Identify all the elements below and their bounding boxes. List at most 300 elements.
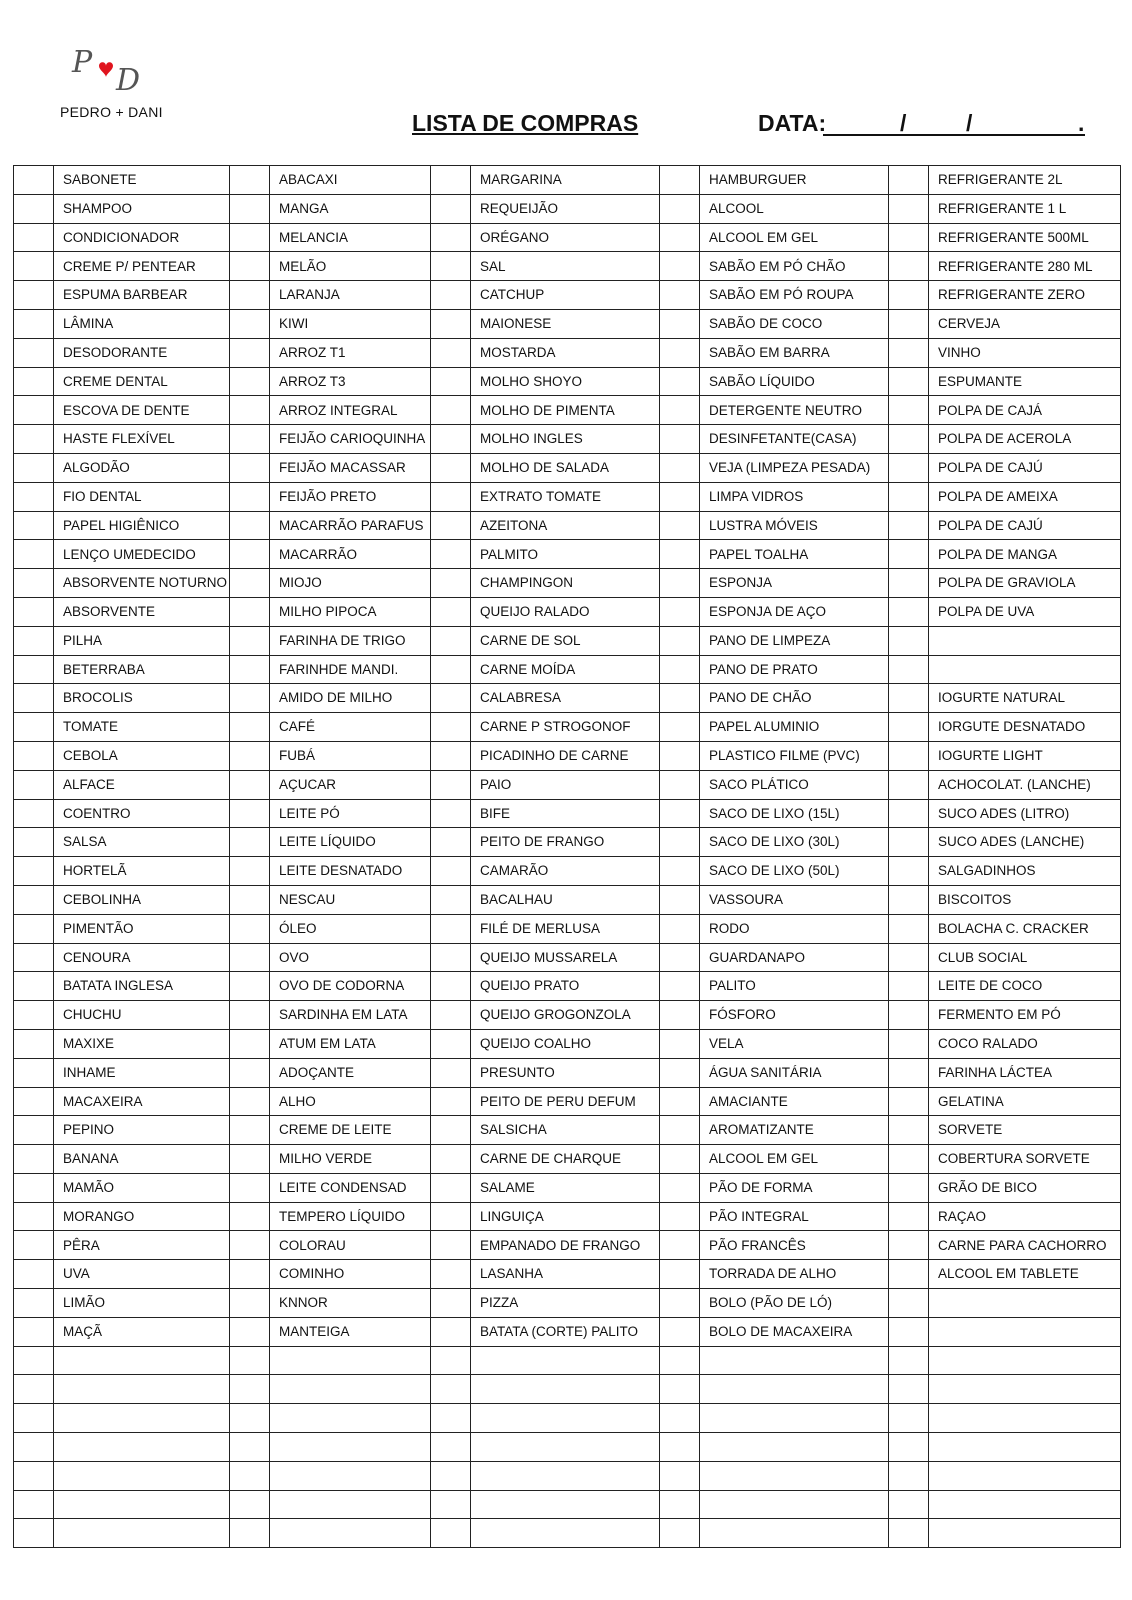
list-item: CERVEJA xyxy=(929,309,1121,338)
check-cell[interactable] xyxy=(431,453,471,482)
check-cell[interactable] xyxy=(14,972,54,1001)
check-cell[interactable] xyxy=(230,1375,270,1404)
check-cell[interactable] xyxy=(660,885,700,914)
check-cell[interactable] xyxy=(14,367,54,396)
check-cell[interactable] xyxy=(889,1116,929,1145)
check-cell[interactable] xyxy=(660,1231,700,1260)
check-cell[interactable] xyxy=(889,1087,929,1116)
check-cell[interactable] xyxy=(431,713,471,742)
check-cell[interactable] xyxy=(431,1087,471,1116)
check-cell[interactable] xyxy=(431,396,471,425)
check-cell[interactable] xyxy=(889,223,929,252)
check-cell[interactable] xyxy=(14,885,54,914)
list-item: SACO DE LIXO (50L) xyxy=(700,857,889,886)
check-cell[interactable] xyxy=(889,309,929,338)
list-item: MILHO VERDE xyxy=(270,1145,431,1174)
check-cell[interactable] xyxy=(230,1461,270,1490)
check-cell[interactable] xyxy=(230,569,270,598)
check-cell[interactable] xyxy=(431,943,471,972)
check-cell[interactable] xyxy=(889,684,929,713)
check-cell[interactable] xyxy=(14,655,54,684)
check-cell[interactable] xyxy=(14,828,54,857)
check-cell[interactable] xyxy=(889,1058,929,1087)
check-cell[interactable] xyxy=(660,1145,700,1174)
check-cell[interactable] xyxy=(230,914,270,943)
list-row xyxy=(14,281,1121,310)
check-cell[interactable] xyxy=(660,799,700,828)
check-cell[interactable] xyxy=(431,1375,471,1404)
check-cell[interactable] xyxy=(230,540,270,569)
list-item: LENÇO UMEDECIDO xyxy=(54,540,230,569)
list-item: CARNE DE SOL xyxy=(471,626,660,655)
check-cell[interactable] xyxy=(14,684,54,713)
check-cell[interactable] xyxy=(889,1289,929,1318)
list-item: ALCOOL EM GEL xyxy=(700,1145,889,1174)
check-cell[interactable] xyxy=(14,1317,54,1346)
check-cell[interactable] xyxy=(230,857,270,886)
check-cell[interactable] xyxy=(660,1001,700,1030)
check-cell[interactable] xyxy=(14,1404,54,1433)
check-cell[interactable] xyxy=(230,1519,270,1548)
list-item: CEBOLINHA xyxy=(54,885,230,914)
check-cell[interactable] xyxy=(431,828,471,857)
check-cell[interactable] xyxy=(660,367,700,396)
check-cell[interactable] xyxy=(431,166,471,195)
check-cell[interactable] xyxy=(14,252,54,281)
check-cell[interactable] xyxy=(14,482,54,511)
list-item: POLPA DE CAJÚ xyxy=(929,453,1121,482)
check-cell[interactable] xyxy=(660,540,700,569)
check-cell[interactable] xyxy=(660,1317,700,1346)
check-cell[interactable] xyxy=(660,482,700,511)
list-item: PÊRA xyxy=(54,1231,230,1260)
check-cell[interactable] xyxy=(14,943,54,972)
check-cell[interactable] xyxy=(230,799,270,828)
check-cell[interactable] xyxy=(230,1116,270,1145)
check-cell[interactable] xyxy=(431,1346,471,1375)
check-cell[interactable] xyxy=(889,1461,929,1490)
list-item: POLPA DE CAJÁ xyxy=(929,396,1121,425)
check-cell[interactable] xyxy=(230,252,270,281)
check-cell[interactable] xyxy=(14,1346,54,1375)
check-cell[interactable] xyxy=(889,1173,929,1202)
list-item: MAIONESE xyxy=(471,309,660,338)
check-cell[interactable] xyxy=(230,223,270,252)
check-cell[interactable] xyxy=(14,281,54,310)
check-cell[interactable] xyxy=(14,713,54,742)
check-cell[interactable] xyxy=(660,1346,700,1375)
list-item: CHAMPINGON xyxy=(471,569,660,598)
list-item xyxy=(270,1433,431,1462)
check-cell[interactable] xyxy=(230,1404,270,1433)
check-cell[interactable] xyxy=(889,770,929,799)
check-cell[interactable] xyxy=(431,1433,471,1462)
check-cell[interactable] xyxy=(660,223,700,252)
check-cell[interactable] xyxy=(230,338,270,367)
check-cell[interactable] xyxy=(14,569,54,598)
check-cell[interactable] xyxy=(431,1260,471,1289)
check-cell[interactable] xyxy=(660,770,700,799)
check-cell[interactable] xyxy=(230,309,270,338)
check-cell[interactable] xyxy=(14,1461,54,1490)
check-cell[interactable] xyxy=(14,1231,54,1260)
check-cell[interactable] xyxy=(431,972,471,1001)
check-cell[interactable] xyxy=(431,799,471,828)
check-cell[interactable] xyxy=(14,453,54,482)
check-cell[interactable] xyxy=(889,828,929,857)
check-cell[interactable] xyxy=(889,1231,929,1260)
check-cell[interactable] xyxy=(889,511,929,540)
check-cell[interactable] xyxy=(660,914,700,943)
check-cell[interactable] xyxy=(230,1231,270,1260)
list-item: HORTELÃ xyxy=(54,857,230,886)
check-cell[interactable] xyxy=(230,1145,270,1174)
list-item: LÂMINA xyxy=(54,309,230,338)
list-item: PALITO xyxy=(700,972,889,1001)
list-item: ADOÇANTE xyxy=(270,1058,431,1087)
check-cell[interactable] xyxy=(14,1260,54,1289)
list-item: QUEIJO PRATO xyxy=(471,972,660,1001)
check-cell[interactable] xyxy=(889,453,929,482)
check-cell[interactable] xyxy=(230,828,270,857)
list-row xyxy=(14,972,1121,1001)
check-cell[interactable] xyxy=(14,194,54,223)
check-cell[interactable] xyxy=(660,1404,700,1433)
check-cell[interactable] xyxy=(660,281,700,310)
list-item: CHUCHU xyxy=(54,1001,230,1030)
check-cell[interactable] xyxy=(889,914,929,943)
check-cell[interactable] xyxy=(14,770,54,799)
check-cell[interactable] xyxy=(230,1058,270,1087)
check-cell[interactable] xyxy=(431,1001,471,1030)
list-item xyxy=(270,1490,431,1519)
list-item: IOGURTE NATURAL xyxy=(929,684,1121,713)
check-cell[interactable] xyxy=(660,569,700,598)
check-cell[interactable] xyxy=(889,799,929,828)
check-cell[interactable] xyxy=(431,1490,471,1519)
check-cell[interactable] xyxy=(14,857,54,886)
check-cell[interactable] xyxy=(230,1202,270,1231)
check-cell[interactable] xyxy=(431,511,471,540)
check-cell[interactable] xyxy=(660,338,700,367)
check-cell[interactable] xyxy=(14,914,54,943)
check-cell[interactable] xyxy=(889,943,929,972)
check-cell[interactable] xyxy=(660,511,700,540)
list-item: PLASTICO FILME (PVC) xyxy=(700,741,889,770)
check-cell[interactable] xyxy=(660,1461,700,1490)
list-item: CONDICIONADOR xyxy=(54,223,230,252)
list-item: FARINHA DE TRIGO xyxy=(270,626,431,655)
check-cell[interactable] xyxy=(230,1173,270,1202)
check-cell[interactable] xyxy=(889,1145,929,1174)
check-cell[interactable] xyxy=(660,972,700,1001)
check-cell[interactable] xyxy=(431,1461,471,1490)
check-cell[interactable] xyxy=(431,1029,471,1058)
check-cell[interactable] xyxy=(889,885,929,914)
check-cell[interactable] xyxy=(14,309,54,338)
check-cell[interactable] xyxy=(889,540,929,569)
check-cell[interactable] xyxy=(14,1173,54,1202)
check-cell[interactable] xyxy=(14,1087,54,1116)
check-cell[interactable] xyxy=(889,1317,929,1346)
check-cell[interactable] xyxy=(660,684,700,713)
check-cell[interactable] xyxy=(431,1173,471,1202)
check-cell[interactable] xyxy=(431,425,471,454)
check-cell[interactable] xyxy=(230,1346,270,1375)
check-cell[interactable] xyxy=(889,597,929,626)
check-cell[interactable] xyxy=(660,943,700,972)
check-cell[interactable] xyxy=(14,799,54,828)
list-item: MOLHO INGLES xyxy=(471,425,660,454)
list-item: ABACAXI xyxy=(270,166,431,195)
check-cell[interactable] xyxy=(230,1087,270,1116)
check-cell[interactable] xyxy=(14,511,54,540)
check-cell[interactable] xyxy=(431,1519,471,1548)
list-row xyxy=(14,1317,1121,1346)
list-row xyxy=(14,166,1121,195)
list-item: FARINHDE MANDI. xyxy=(270,655,431,684)
check-cell[interactable] xyxy=(14,396,54,425)
check-cell[interactable] xyxy=(14,425,54,454)
check-cell[interactable] xyxy=(14,223,54,252)
check-cell[interactable] xyxy=(14,338,54,367)
brand-logo xyxy=(60,40,170,120)
check-cell[interactable] xyxy=(230,511,270,540)
check-cell[interactable] xyxy=(889,425,929,454)
check-cell[interactable] xyxy=(14,1375,54,1404)
list-item: OVO DE CODORNA xyxy=(270,972,431,1001)
list-item: RAÇAO xyxy=(929,1202,1121,1231)
list-row xyxy=(14,1461,1121,1490)
check-cell[interactable] xyxy=(230,1260,270,1289)
check-cell[interactable] xyxy=(889,1260,929,1289)
check-cell[interactable] xyxy=(660,741,700,770)
check-cell[interactable] xyxy=(14,1116,54,1145)
list-item: POLPA DE UVA xyxy=(929,597,1121,626)
list-item: CREME P/ PENTEAR xyxy=(54,252,230,281)
list-row xyxy=(14,943,1121,972)
check-cell[interactable] xyxy=(230,1029,270,1058)
check-cell[interactable] xyxy=(230,367,270,396)
check-cell[interactable] xyxy=(230,713,270,742)
check-cell[interactable] xyxy=(889,1433,929,1462)
list-item: COBERTURA SORVETE xyxy=(929,1145,1121,1174)
check-cell[interactable] xyxy=(660,309,700,338)
check-cell[interactable] xyxy=(230,1490,270,1519)
list-item: PILHA xyxy=(54,626,230,655)
check-cell[interactable] xyxy=(230,166,270,195)
date-separator-2: / xyxy=(966,110,973,136)
check-cell[interactable] xyxy=(660,194,700,223)
check-cell[interactable] xyxy=(230,972,270,1001)
check-cell[interactable] xyxy=(889,1029,929,1058)
check-cell[interactable] xyxy=(889,1346,929,1375)
check-cell[interactable] xyxy=(230,741,270,770)
check-cell[interactable] xyxy=(431,1317,471,1346)
check-cell[interactable] xyxy=(660,1202,700,1231)
check-cell[interactable] xyxy=(431,569,471,598)
list-item: BIFE xyxy=(471,799,660,828)
check-cell[interactable] xyxy=(889,655,929,684)
check-cell[interactable] xyxy=(660,597,700,626)
check-cell[interactable] xyxy=(431,223,471,252)
list-item: SUCO ADES (LANCHE) xyxy=(929,828,1121,857)
check-cell[interactable] xyxy=(230,453,270,482)
check-cell[interactable] xyxy=(889,1404,929,1433)
check-cell[interactable] xyxy=(889,252,929,281)
check-cell[interactable] xyxy=(431,857,471,886)
check-cell[interactable] xyxy=(431,1404,471,1433)
check-cell[interactable] xyxy=(431,338,471,367)
check-cell[interactable] xyxy=(230,597,270,626)
check-cell[interactable] xyxy=(14,1490,54,1519)
monogram-icon xyxy=(68,40,164,102)
check-cell[interactable] xyxy=(889,972,929,1001)
list-item: TEMPERO LÍQUIDO xyxy=(270,1202,431,1231)
check-cell[interactable] xyxy=(14,626,54,655)
check-cell[interactable] xyxy=(230,770,270,799)
check-cell[interactable] xyxy=(230,482,270,511)
check-cell[interactable] xyxy=(889,1490,929,1519)
check-cell[interactable] xyxy=(14,597,54,626)
check-cell[interactable] xyxy=(889,626,929,655)
check-cell[interactable] xyxy=(431,194,471,223)
check-cell[interactable] xyxy=(431,1058,471,1087)
check-cell[interactable] xyxy=(230,1001,270,1030)
check-cell[interactable] xyxy=(660,1087,700,1116)
list-item: SALSICHA xyxy=(471,1116,660,1145)
check-cell[interactable] xyxy=(660,1058,700,1087)
check-cell[interactable] xyxy=(431,1202,471,1231)
check-cell[interactable] xyxy=(660,1375,700,1404)
check-cell[interactable] xyxy=(431,655,471,684)
check-cell[interactable] xyxy=(230,396,270,425)
check-cell[interactable] xyxy=(889,1202,929,1231)
check-cell[interactable] xyxy=(431,1116,471,1145)
check-cell[interactable] xyxy=(14,166,54,195)
check-cell[interactable] xyxy=(431,1289,471,1318)
list-item: SABÃO DE COCO xyxy=(700,309,889,338)
check-cell[interactable] xyxy=(660,396,700,425)
check-cell[interactable] xyxy=(14,1058,54,1087)
list-row xyxy=(14,1490,1121,1519)
check-cell[interactable] xyxy=(660,828,700,857)
check-cell[interactable] xyxy=(230,194,270,223)
check-cell[interactable] xyxy=(889,338,929,367)
check-cell[interactable] xyxy=(14,1001,54,1030)
check-cell[interactable] xyxy=(660,1433,700,1462)
check-cell[interactable] xyxy=(230,885,270,914)
monogram-letter-p: P xyxy=(72,45,93,80)
check-cell[interactable] xyxy=(889,281,929,310)
check-cell[interactable] xyxy=(660,252,700,281)
list-item: LINGUIÇA xyxy=(471,1202,660,1231)
check-cell[interactable] xyxy=(431,1145,471,1174)
check-cell[interactable] xyxy=(14,540,54,569)
check-cell[interactable] xyxy=(14,1029,54,1058)
list-item: POLPA DE AMEIXA xyxy=(929,482,1121,511)
check-cell[interactable] xyxy=(431,1231,471,1260)
check-cell[interactable] xyxy=(230,684,270,713)
check-cell[interactable] xyxy=(660,453,700,482)
check-cell[interactable] xyxy=(230,1317,270,1346)
check-cell[interactable] xyxy=(230,943,270,972)
check-cell[interactable] xyxy=(14,1289,54,1318)
list-item: MAÇÃ xyxy=(54,1317,230,1346)
check-cell[interactable] xyxy=(14,1145,54,1174)
check-cell[interactable] xyxy=(230,281,270,310)
list-item xyxy=(929,1490,1121,1519)
check-cell[interactable] xyxy=(660,857,700,886)
list-row xyxy=(14,425,1121,454)
check-cell[interactable] xyxy=(431,367,471,396)
check-cell[interactable] xyxy=(889,1519,929,1548)
check-cell[interactable] xyxy=(14,1202,54,1231)
check-cell[interactable] xyxy=(230,1433,270,1462)
check-cell[interactable] xyxy=(660,1289,700,1318)
check-cell[interactable] xyxy=(889,713,929,742)
check-cell[interactable] xyxy=(889,857,929,886)
check-cell[interactable] xyxy=(889,569,929,598)
check-cell[interactable] xyxy=(230,1289,270,1318)
check-cell[interactable] xyxy=(889,741,929,770)
check-cell[interactable] xyxy=(660,166,700,195)
check-cell[interactable] xyxy=(14,1519,54,1548)
check-cell[interactable] xyxy=(889,367,929,396)
check-cell[interactable] xyxy=(889,396,929,425)
check-cell[interactable] xyxy=(14,1433,54,1462)
check-cell[interactable] xyxy=(431,252,471,281)
list-item xyxy=(471,1461,660,1490)
check-cell[interactable] xyxy=(660,626,700,655)
check-cell[interactable] xyxy=(660,1173,700,1202)
check-cell[interactable] xyxy=(889,166,929,195)
list-item: LEITE DESNATADO xyxy=(270,857,431,886)
check-cell[interactable] xyxy=(14,741,54,770)
list-item: FILÉ DE MERLUSA xyxy=(471,914,660,943)
check-cell[interactable] xyxy=(660,713,700,742)
check-cell[interactable] xyxy=(431,885,471,914)
check-cell[interactable] xyxy=(660,1490,700,1519)
check-cell[interactable] xyxy=(889,1375,929,1404)
check-cell[interactable] xyxy=(660,1260,700,1289)
check-cell[interactable] xyxy=(431,626,471,655)
check-cell[interactable] xyxy=(660,1116,700,1145)
check-cell[interactable] xyxy=(660,655,700,684)
check-cell[interactable] xyxy=(889,194,929,223)
check-cell[interactable] xyxy=(431,770,471,799)
check-cell[interactable] xyxy=(660,1029,700,1058)
check-cell[interactable] xyxy=(431,684,471,713)
list-item: LARANJA xyxy=(270,281,431,310)
check-cell[interactable] xyxy=(431,914,471,943)
check-cell[interactable] xyxy=(230,425,270,454)
check-cell[interactable] xyxy=(431,281,471,310)
check-cell[interactable] xyxy=(230,655,270,684)
list-item: VASSOURA xyxy=(700,885,889,914)
check-cell[interactable] xyxy=(431,309,471,338)
check-cell[interactable] xyxy=(431,597,471,626)
check-cell[interactable] xyxy=(889,1001,929,1030)
check-cell[interactable] xyxy=(230,626,270,655)
check-cell[interactable] xyxy=(660,425,700,454)
check-cell[interactable] xyxy=(431,482,471,511)
list-item xyxy=(700,1519,889,1548)
check-cell[interactable] xyxy=(660,1519,700,1548)
check-cell[interactable] xyxy=(889,482,929,511)
check-cell[interactable] xyxy=(431,741,471,770)
check-cell[interactable] xyxy=(431,540,471,569)
